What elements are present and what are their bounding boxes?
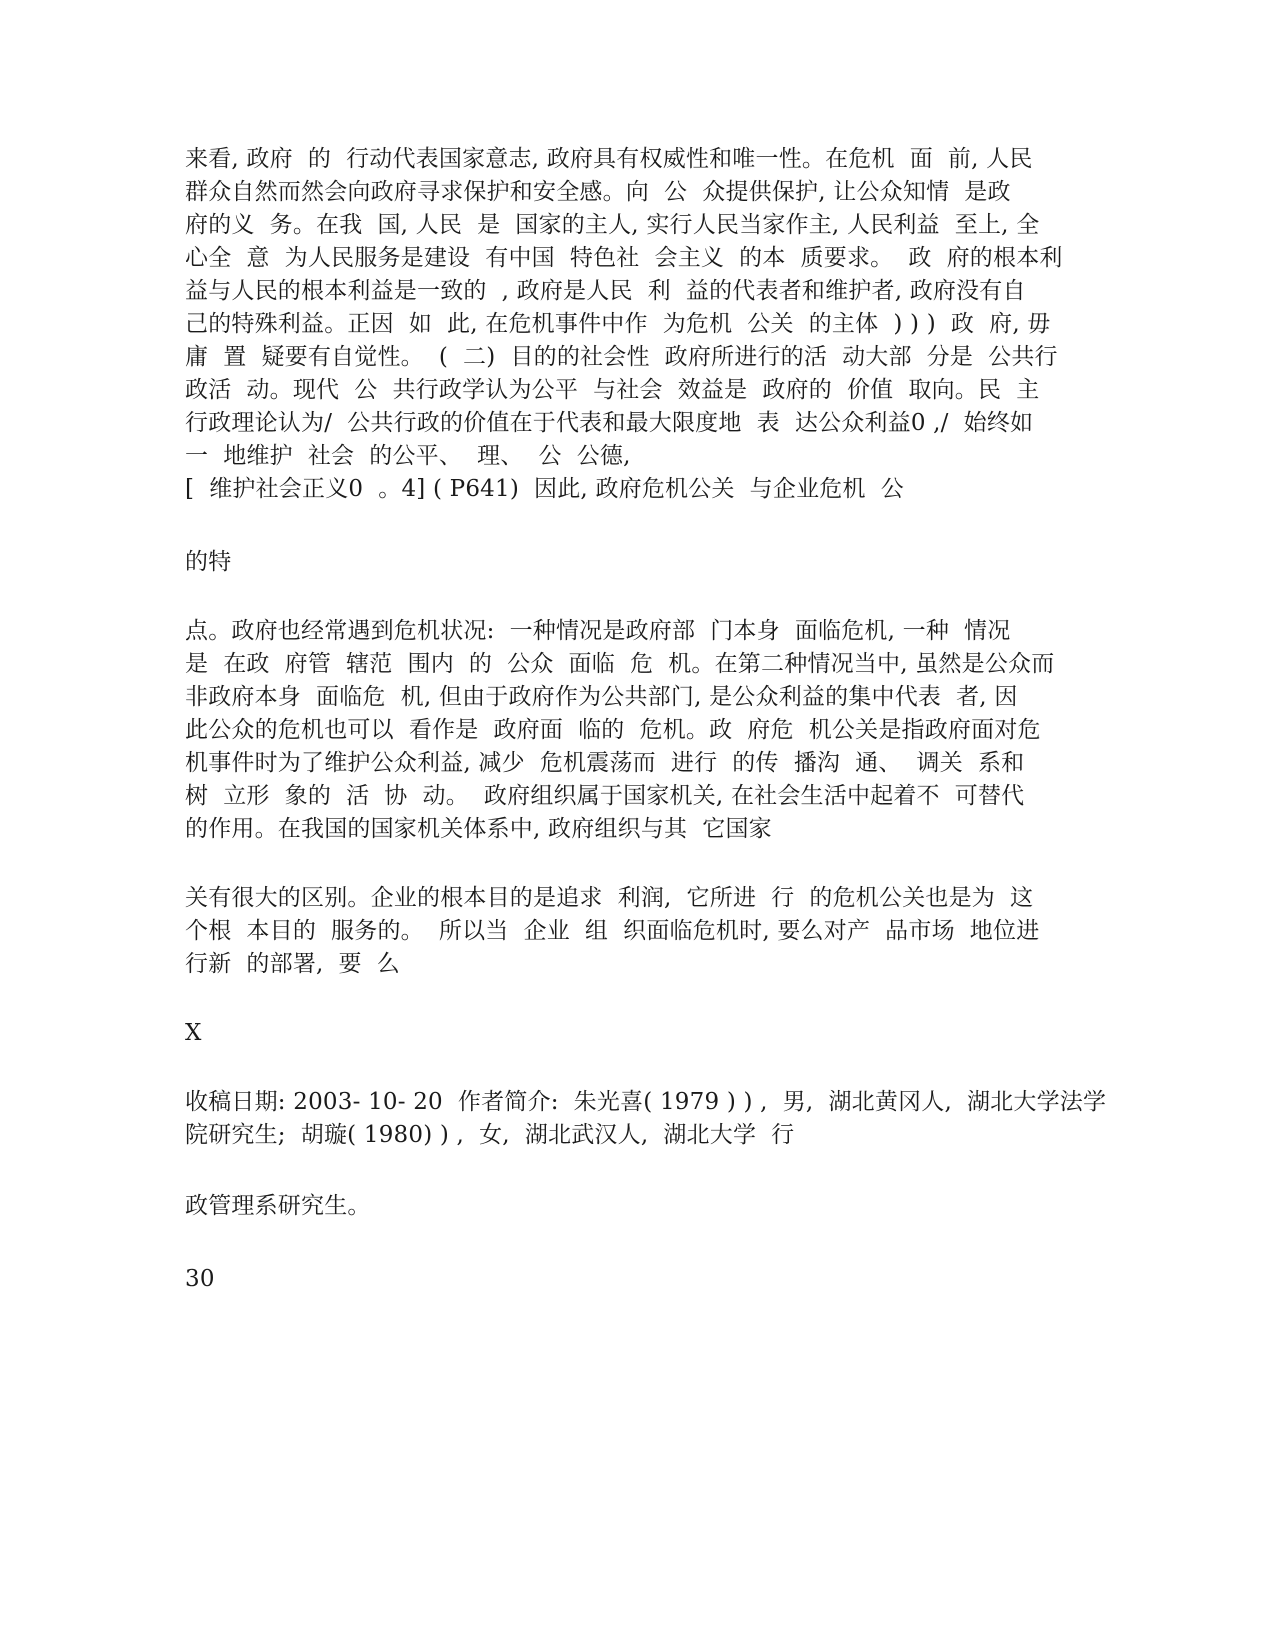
footnote-line: 院研究生; 胡璇( 1980) ) , 女, 湖北武汉人, 湖北大学 行 xyxy=(185,1122,795,1148)
text-line: 益与人民的根本利益是一致的 , 政府是人民 利 益的代表者和维护者, 政府没有自 xyxy=(185,278,1026,304)
text-line: 的特 xyxy=(185,549,232,575)
page-number: 30 xyxy=(185,1266,215,1292)
paragraph-2 xyxy=(185,546,1105,579)
text-line: 府的义 务。在我 国, 人民 是 国家的主人, 实行人民当家作主, 人民利益 至上, 全 xyxy=(185,212,1040,238)
paragraph-1 xyxy=(185,143,1105,506)
text-line: 关有很大的区别。企业的根本目的是追求 利润, 它所进 行 的危机公关也是为 这 xyxy=(185,885,1034,911)
text-line: 一 地维护 社会 的公平、 理、 公 公德, xyxy=(185,443,631,469)
text-line: 来看, 政府 的 行动代表国家意志, 政府具有权威性和唯一性。在危机 面 前, 人民 xyxy=(185,146,1033,172)
paragraph-4 xyxy=(185,882,1105,981)
text-line: 树 立形 象的 活 协 动。 政府组织属于国家机关, 在社会生活中起着不 可替代 xyxy=(185,783,1025,809)
paragraph-6 xyxy=(185,1086,1105,1152)
text-line: 非政府本身 面临危 机, 但由于政府作为公共部门, 是公众利益的集中代表 者, 因 xyxy=(185,684,1018,710)
paragraph-5 xyxy=(185,1017,1105,1050)
paragraph-3 xyxy=(185,615,1105,846)
text-line: 行新 的部署, 要 么 xyxy=(185,951,400,977)
footnote-line: 收稿日期: 2003- 10- 20 作者简介: 朱光喜( 1979 ) ) , 男, 湖北黄冈人, 湖北大学法学 xyxy=(185,1089,1107,1115)
text-line: 政活 动。现代 公 共行政学认为公平 与社会 效益是 政府的 价值 取向。民 主 xyxy=(185,377,1040,403)
document-body xyxy=(185,143,1105,1296)
footnote-marker: X xyxy=(185,1020,202,1046)
footnote-line: 政管理系研究生。 xyxy=(185,1193,371,1219)
text-line: 是 在政 府管 辖范 围内 的 公众 面临 危 机。在第二种情况当中, 虽然是公众而 xyxy=(185,651,1055,677)
text-line: 群众自然而然会向政府寻求保护和安全感。向 公 众提供保护, 让公众知情 是政 xyxy=(185,179,1011,205)
text-line: 机事件时为了维护公众利益, 减少 危机震荡而 进行 的传 播沟 通、 调关 系和 xyxy=(185,750,1025,776)
text-line: 己的特殊利益。正因 如 此, 在危机事件中作 为危机 公关 的主体 ) ) ) 政 府, 毋 xyxy=(185,311,1051,337)
text-line: 的作用。在我国的国家机关体系中, 政府组织与其 它国家 xyxy=(185,816,772,842)
page-number-block xyxy=(185,1263,1105,1296)
text-line: 此公众的危机也可以 看作是 政府面 临的 危机。政 府危 机公关是指政府面对危 xyxy=(185,717,1041,743)
text-line: 庸 置 疑要有自觉性。 ( 二) 目的的社会性 政府所进行的活 动大部 分是 公共行 xyxy=(185,344,1058,370)
text-line: 心全 意 为人民服务是建设 有中国 特色社 会主义 的本 质要求。 政 府的根本利 xyxy=(185,245,1063,271)
text-line: 个根 本目的 服务的。 所以当 企业 组 织面临危机时, 要么对产 品市场 地位进 xyxy=(185,918,1040,944)
text-line: 行政理论认为/ 公共行政的价值在于代表和最大限度地 表 达公众利益0 ,/ 始终如 xyxy=(185,410,1034,436)
paragraph-7 xyxy=(185,1190,1105,1223)
text-line: 点。政府也经常遇到危机状况: 一种情况是政府部 门本身 面临危机, 一种 情况 xyxy=(185,618,1011,644)
text-line: [ 维护社会正义0 。4] ( P641) 因此, 政府危机公关 与企业危机 公 xyxy=(185,476,904,502)
